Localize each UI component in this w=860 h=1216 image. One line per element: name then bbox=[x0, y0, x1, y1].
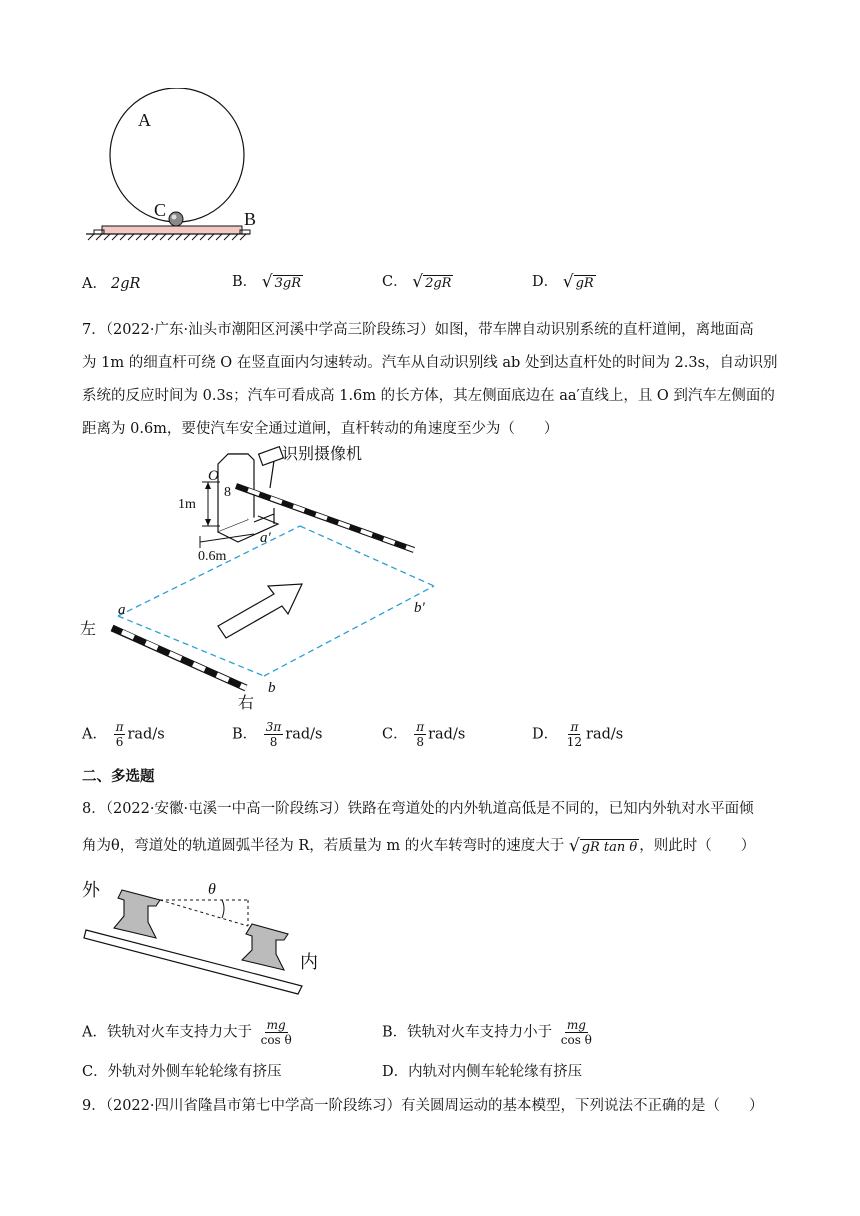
label-c: C bbox=[154, 200, 167, 220]
q7-option-b: B． $\frac{3\pi}{8}$ rad/s bbox=[232, 720, 323, 749]
q8-line-1: 8．（2022·安徽·屯溪一中高一阶段练习）铁路在弯道处的内外轨道高低是不同的，已知内外轨对水平面倾 bbox=[82, 801, 754, 817]
label-b-lower: b bbox=[268, 680, 276, 696]
camera-label: 识别摄像机 bbox=[282, 444, 363, 463]
q7-option-d: D． $\frac{\pi}{12}$ rad/s bbox=[532, 720, 624, 749]
q6-option-d: D． √ gR bbox=[532, 271, 594, 292]
q8-option-c: C．外轨对外侧车轮轮缘有挤压 bbox=[82, 1064, 282, 1080]
q7-line-1: 7．（2022·广东·汕头市潮阳区河溪中学高三阶段练习）如图，带车牌自动识别系统的直杆道闸，离地面高 bbox=[82, 322, 754, 338]
label-a-prime: a′ bbox=[260, 530, 271, 546]
q7-option-a: A． $\frac{\pi}{6}$ rad/s bbox=[82, 720, 165, 749]
label-left: 左 bbox=[80, 619, 97, 638]
label-o: O bbox=[208, 468, 219, 484]
label-1m: 1m bbox=[178, 497, 196, 512]
label-0-6m: 0.6m bbox=[198, 549, 227, 564]
label-b-prime: b′ bbox=[414, 600, 425, 616]
circle-track-figure bbox=[80, 88, 280, 248]
q8-option-a: A．铁轨对火车支持力大于 $\frac{mg}{\text{cos θ}}$ bbox=[82, 1018, 292, 1047]
q8-line-2: 角为θ，弯道处的轨道圆弧半径为 R，若质量为 m 的火车转弯时的速度大于 √ gR tan θ ，则此时（ ） bbox=[82, 835, 756, 856]
q6-option-a: A． 2gR bbox=[82, 276, 141, 292]
label-right: 右 bbox=[238, 693, 255, 712]
barrier-gate-figure bbox=[78, 444, 448, 712]
label-b: B bbox=[244, 209, 257, 229]
q7-line-3: 系统的反应时间为 0.3s；汽车可看成高 1.6m 的长方体，其左侧面底边在 aa′直线上，且 O 到汽车左侧面的 bbox=[82, 388, 775, 404]
q8-option-b: B．铁轨对火车支持力小于 $\frac{mg}{\text{cos θ}}$ bbox=[382, 1018, 592, 1047]
rail-bank-figure bbox=[80, 876, 320, 996]
q8-option-d: D．内轨对内侧车轮轮缘有挤压 bbox=[382, 1064, 583, 1080]
svg-text:8: 8 bbox=[224, 485, 231, 500]
label-a-lower: a bbox=[118, 602, 126, 618]
label-inner: 内 bbox=[300, 952, 318, 973]
label-outer: 外 bbox=[82, 880, 100, 901]
section-heading-multiple-choice: 二、多选题 bbox=[82, 768, 155, 785]
q7-option-c: C． $\frac{\pi}{8}$ rad/s bbox=[382, 720, 466, 749]
q7-line-4: 距离为 0.6m，要使汽车安全通过道闸，直杆转动的角速度至少为（ ） bbox=[82, 421, 559, 437]
q7-line-2: 为 1m 的细直杆可绕 O 在竖直面内匀速转动。汽车从自动识别线 ab 处到达直杆处的时间为 2.3s，自动识别 bbox=[82, 355, 778, 371]
q9-line-1: 9．（2022·四川省隆昌市第七中学高一阶段练习）有关圆周运动的基本模型，下列说法不正确的是（ ） bbox=[82, 1098, 764, 1114]
q6-option-c: C． √ 2gR bbox=[382, 271, 452, 292]
label-theta: θ bbox=[208, 881, 216, 898]
q6-option-b: B． √ 3gR bbox=[232, 271, 301, 292]
label-a: A bbox=[138, 110, 151, 130]
